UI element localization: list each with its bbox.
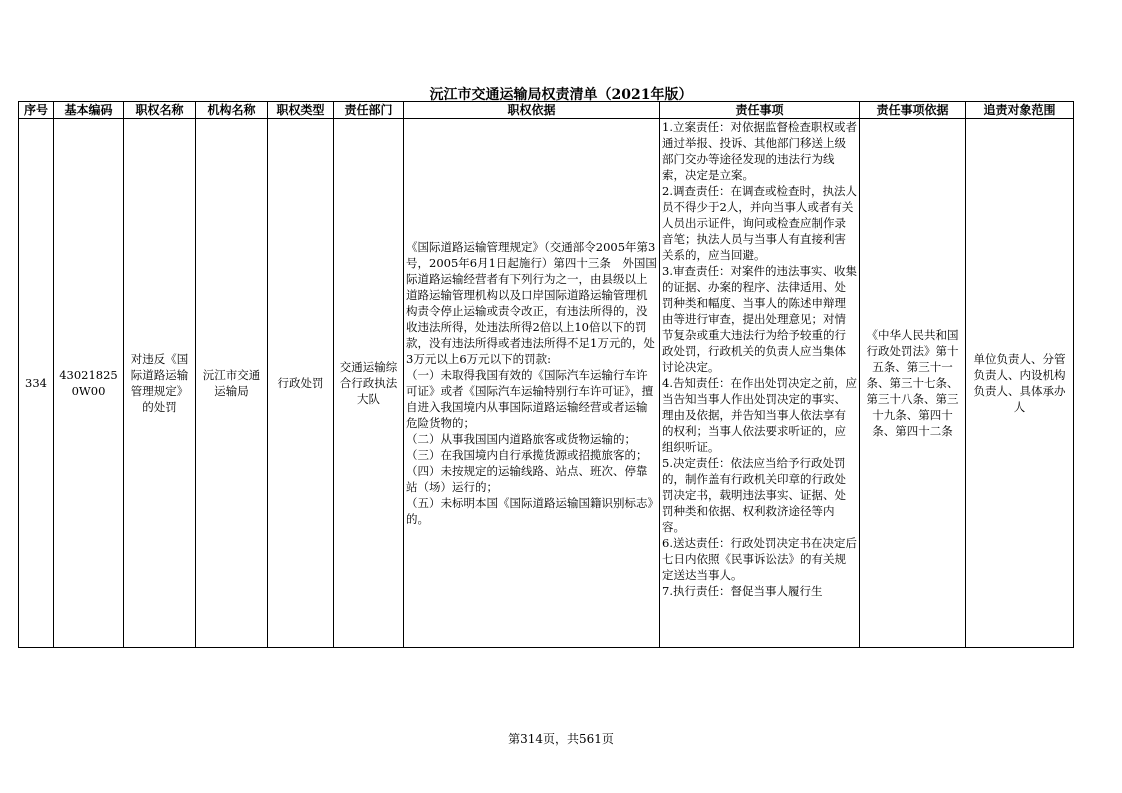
header-resp-basis: 责任事项依据 [860,102,966,119]
header-department: 责任部门 [334,102,404,119]
header-power-name: 职权名称 [124,102,196,119]
header-index: 序号 [19,102,54,119]
cell-org-name: 沅江市交通运输局 [196,119,268,648]
cell-index: 334 [19,119,54,648]
cell-basis: 《国际道路运输管理规定》（交通部令2005年第3号，2005年6月1日起施行）第四十三条 外国国际道路运输经营者有下列行为之一，由县级以上道路运输管理机构以及口岸国际道路运输管理机构责令停止运输或责令改正，有违法所得的，没收违法所得，处违法所得2倍以上10倍以下的罚款，没有违法所得或者违法所得不足1万元的，处3万元以上6万元以下的罚款: （一）未取得我国有效的《国际汽车运输行车许可证》或者《国际汽车运输特别行车许可证》，擅自进入我国境内从事国际道路运输经营或者运输危险货物的； （二）从事我国国内道路旅客或货物运输的；（三）在我国境内自行承揽货源或招揽旅客的；（四）未按规定的运输线路、站点、班次、停靠站（场）运行的； （五）未标明本国《国际道路运输国籍识别标志》的。 [404,119,660,648]
header-responsibilities: 责任事项 [660,102,860,119]
header-code: 基本编码 [54,102,124,119]
cell-accountability: 单位负责人、分管负责人、内设机构负责人、具体承办人 [966,119,1074,648]
cell-responsibilities: 1.立案责任：对依据监督检查职权或者通过举报、投诉、其他部门移送上级部门交办等途径发现的违法行为线索，决定是立案。 2.调查责任：在调查或检查时，执法人员不得少于2人，并向当事人或者有关人员出示证件，询问或检查应制作录音笔；执法人员与当事人有直接利害关系的，应当回避。 3.审查责任：对案件的违法事实、收集的证据、办案的程序、法律适用、处罚种类和幅度、当事人的陈述申辩理由等进行审查，提出处理意见；对情节复杂或重大违法行为给予较重的行政处罚，行政机关的负责人应当集体讨论决定。 4.告知责任：在作出处罚决定之前，应当告知当事人作出处罚决定的事实、理由及依据，并告知当事人依法享有的权利；当事人依法要求听证的，应组织听证。 5.决定责任：依法应当给予行政处罚的，制作盖有行政机关印章的行政处罚决定书，载明违法事实、证据、处罚种类和依据、权利救济途径等内容。 6.送达责任：行政处罚决定书在决定后七日内依照《民事诉讼法》的有关规定送达当事人。 7.执行责任：督促当事人履行生 [660,119,860,648]
responsibility-table [18,101,1074,648]
header-power-type: 职权类型 [268,102,334,119]
cell-department: 交通运输综合行政执法大队 [334,119,404,648]
cell-power-type: 行政处罚 [268,119,334,648]
cell-resp-basis: 《中华人民共和国行政处罚法》第十五条、第三十一条、第三十七条、第三十八条、第三十九条、第四十条、第四十二条 [860,119,966,648]
table-row [19,119,1074,648]
table-header-row [19,102,1074,119]
header-basis: 职权依据 [404,102,660,119]
page-title: 沅江市交通运输局权责清单（2021年版） [429,87,693,103]
header-accountability: 追责对象范围 [966,102,1074,119]
header-org-name: 机构名称 [196,102,268,119]
cell-power-name: 对违反《国际道路运输管理规定》的处罚 [124,119,196,648]
page-number: 第314页，共561页 [508,732,614,746]
cell-code: 430218250W00 [54,119,124,648]
